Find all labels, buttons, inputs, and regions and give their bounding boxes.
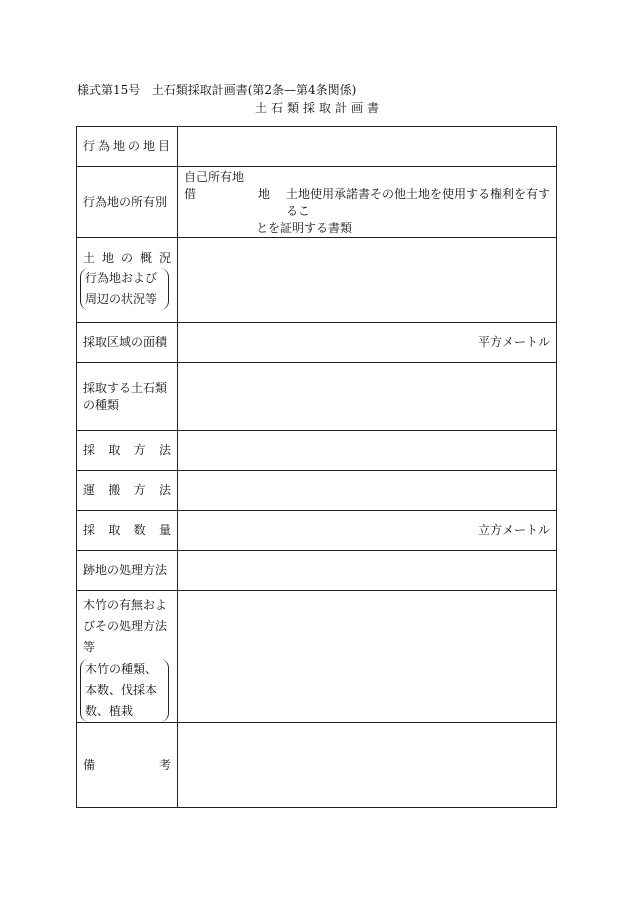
- document-title: 土石類採取計画書: [254, 101, 383, 115]
- label-cell: [77, 591, 178, 723]
- row-transport: [77, 471, 557, 511]
- ownership-value[interactable]: [178, 167, 557, 238]
- form-name: 土石類採取計画書(第2条—第4条関係): [151, 83, 357, 97]
- area-label: 採取区域の面積: [83, 335, 168, 349]
- material-type-label: 採取する土石類 の種類: [83, 381, 168, 412]
- form-header: [77, 82, 356, 98]
- quantity-unit: 立方メートル: [477, 523, 550, 537]
- transport-label: 運 搬 方 法: [83, 483, 171, 497]
- label-cell: [77, 551, 178, 591]
- row-land-category: [77, 127, 557, 167]
- label-cell: [77, 723, 178, 808]
- area-unit: 平方メートル: [477, 335, 550, 349]
- row-land-overview: [77, 238, 557, 323]
- remarks-label: 備 考: [83, 757, 171, 772]
- label-cell: [77, 363, 178, 431]
- row-material-type: [77, 363, 557, 431]
- borrow-document-line2: とを証明する書類: [256, 221, 353, 235]
- form-number: 様式第15号: [77, 83, 141, 97]
- label-cell: [77, 127, 178, 167]
- owner-self-option: 自己所有地: [184, 170, 245, 184]
- site-treatment-value[interactable]: [178, 551, 557, 591]
- land-category-label: 行為地の地目: [83, 139, 174, 153]
- row-quantity: [77, 511, 557, 551]
- method-value[interactable]: [178, 431, 557, 471]
- method-label: 採 取 方 法: [83, 443, 171, 457]
- label-cell: [77, 511, 178, 551]
- row-trees: [77, 591, 557, 723]
- plan-table: [76, 126, 557, 808]
- land-overview-label: 土 地 の 概 況: [83, 251, 171, 265]
- row-site-treatment: [77, 551, 557, 591]
- quantity-value[interactable]: [178, 511, 557, 551]
- land-category-value[interactable]: [178, 127, 557, 167]
- transport-value[interactable]: [178, 471, 557, 511]
- row-method: [77, 431, 557, 471]
- trees-note: 木竹の種類、 本数、伐採本 数、植栽: [80, 659, 169, 722]
- borrow-document-line1: 土地使用承諾書その他土地を使用する権利を有するこ: [286, 187, 551, 218]
- trees-value[interactable]: [178, 591, 557, 723]
- area-value[interactable]: [178, 323, 557, 363]
- remarks-value[interactable]: [178, 723, 557, 808]
- label-cell: [77, 238, 178, 323]
- quantity-label: 採 取 数 量: [83, 523, 171, 537]
- trees-label: 木竹の有無およ びその処理方法 等: [83, 598, 168, 654]
- label-cell: [77, 167, 178, 238]
- row-ownership: [77, 167, 557, 238]
- row-area: [77, 323, 557, 363]
- land-overview-value[interactable]: [178, 238, 557, 323]
- owner-borrow-option: 借 地: [184, 187, 270, 201]
- label-cell: [77, 471, 178, 511]
- ownership-label: 行為地の所有別: [83, 194, 168, 209]
- label-cell: [77, 323, 178, 363]
- land-overview-note: 行為地および 周辺の状況等: [80, 268, 169, 310]
- site-treatment-label: 跡地の処理方法: [83, 563, 168, 577]
- material-type-value[interactable]: [178, 363, 557, 431]
- row-remarks: [77, 723, 557, 808]
- label-cell: [77, 431, 178, 471]
